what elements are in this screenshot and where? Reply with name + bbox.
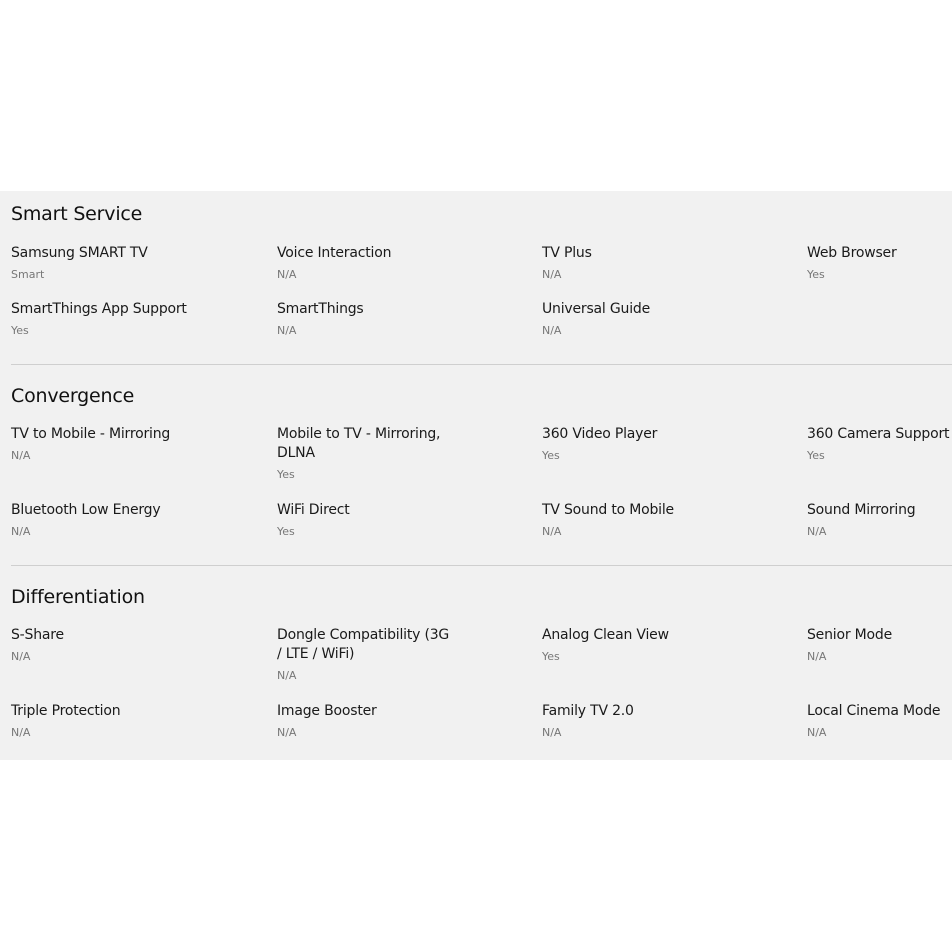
spec-item <box>11 626 261 664</box>
section-divider <box>11 565 952 566</box>
spec-value: N/A <box>542 324 562 337</box>
spec-value: N/A <box>11 449 31 462</box>
spec-value: N/A <box>542 726 562 739</box>
spec-label: 360 Camera Support <box>807 426 950 442</box>
spec-value: N/A <box>542 525 562 538</box>
spec-value: Yes <box>277 525 295 538</box>
spec-item <box>277 300 527 338</box>
spec-item <box>11 702 261 740</box>
spec-label: Web Browser <box>807 245 897 261</box>
spec-label: SmartThings <box>277 301 364 317</box>
spec-item <box>807 244 952 282</box>
spec-value: N/A <box>807 525 827 538</box>
spec-item <box>11 501 261 539</box>
spec-label: Samsung SMART TV <box>11 245 148 261</box>
section-title: Convergence <box>11 385 135 407</box>
spec-item <box>277 425 457 482</box>
spec-value: N/A <box>807 650 827 663</box>
spec-label: Senior Mode <box>807 627 892 643</box>
spec-item <box>542 300 792 338</box>
spec-label: Local Cinema Mode <box>807 703 941 719</box>
section-divider <box>11 364 952 365</box>
spec-label: 360 Video Player <box>542 426 658 442</box>
section-title: Differentiation <box>11 586 145 608</box>
spec-value: N/A <box>542 268 562 281</box>
spec-label: Universal Guide <box>542 301 650 317</box>
spec-value: Yes <box>807 449 825 462</box>
spec-value: Yes <box>807 268 825 281</box>
spec-item <box>277 626 457 683</box>
spec-value: Yes <box>542 449 560 462</box>
spec-value: N/A <box>807 726 827 739</box>
spec-label: WiFi Direct <box>277 502 350 518</box>
spec-item <box>807 425 952 463</box>
spec-item <box>542 244 792 282</box>
spec-label: S-Share <box>11 627 64 643</box>
spec-value: N/A <box>277 669 297 682</box>
spec-label: Sound Mirroring <box>807 502 916 518</box>
spec-item <box>807 626 952 664</box>
spec-label: Dongle Compatibility (3G / LTE / WiFi) <box>277 627 450 662</box>
spec-label: Analog Clean View <box>542 627 669 643</box>
spec-label: Mobile to TV - Mirroring, DLNA <box>277 426 441 461</box>
spec-value: N/A <box>277 268 297 281</box>
spec-item <box>11 425 261 463</box>
spec-value: N/A <box>11 650 31 663</box>
spec-value: N/A <box>277 726 297 739</box>
spec-item <box>807 702 952 740</box>
spec-label: SmartThings App Support <box>11 301 187 317</box>
spec-item <box>542 626 792 664</box>
spec-label: Triple Protection <box>11 703 121 719</box>
spec-value: N/A <box>11 726 31 739</box>
spec-label: Image Booster <box>277 703 377 719</box>
spec-value: Smart <box>11 268 45 281</box>
spec-item <box>542 425 792 463</box>
spec-item <box>542 702 792 740</box>
spec-item <box>807 501 952 539</box>
spec-item <box>542 501 792 539</box>
spec-value: N/A <box>277 324 297 337</box>
spec-value: Yes <box>542 650 560 663</box>
spec-label: Voice Interaction <box>277 245 392 261</box>
spec-label: TV to Mobile - Mirroring <box>11 426 171 442</box>
spec-label: Bluetooth Low Energy <box>11 502 161 518</box>
spec-value: Yes <box>11 324 29 337</box>
spec-item <box>277 702 527 740</box>
spec-value: Yes <box>277 468 295 481</box>
section-title: Smart Service <box>11 203 143 225</box>
spec-label: TV Plus <box>542 245 592 261</box>
spec-item <box>277 501 527 539</box>
spec-label: TV Sound to Mobile <box>542 502 674 518</box>
spec-item <box>11 300 261 338</box>
specs-panel <box>0 191 952 760</box>
spec-value: N/A <box>11 525 31 538</box>
spec-item <box>277 244 527 282</box>
spec-item <box>11 244 261 282</box>
spec-label: Family TV 2.0 <box>542 703 634 719</box>
